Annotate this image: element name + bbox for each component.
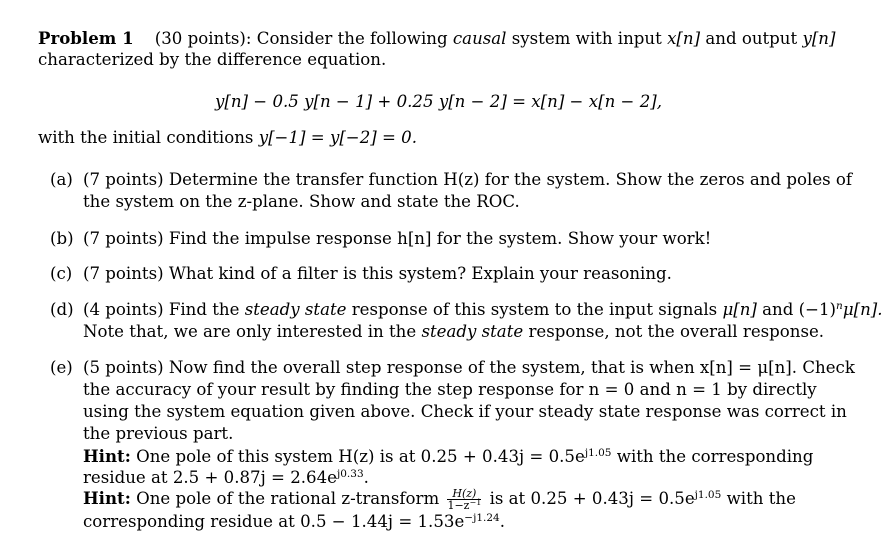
part-d-text-c: Note that, we are only interested in the [83,322,417,341]
part-b-label: (b) [50,229,74,248]
part-a-line-2: the system on the z-plane. Show and state the ROC. [83,192,520,211]
problem-points: (30 points): [154,29,252,48]
hint-1-label: Hint: [83,446,131,466]
hint-2-period: . [499,512,505,531]
part-d-text-a: (4 points) Find the [83,300,240,319]
part-d-text-b: response of this system to the input signals [351,300,718,319]
part-c-line-1: (7 points) What kind of a filter is this system? Explain your reasoning. [83,264,672,283]
hint-1-exponent: j1.05 [584,447,612,459]
part-e-line-4: the previous part. [83,424,234,443]
hint-2-residue-exponent: −j1.24 [464,512,500,524]
initial-equation: y[−1] = y[−2] = 0. [258,128,418,147]
part-d-text-d: response, not the overall response. [528,322,825,341]
hint-2-text-a: One pole of the rational z-transform [136,489,440,508]
intro-text-c: and output [705,29,798,48]
hint-1-residue: residue at 2.5 + 0.87j = 2.64e [83,468,337,487]
fraction-denominator [447,500,481,511]
problem-heading: Problem 1 [38,28,134,48]
intro-line-1 [38,28,836,48]
hint-2-label: Hint: [83,488,131,508]
causal-word: causal [452,29,507,48]
hint-1-text-b: with the corresponding [616,447,814,466]
fraction-denominator-base: 1−z [447,499,470,512]
fraction-denominator-exponent: −1 [469,498,482,507]
hint-2-text-b: is at 0.25 + 0.43j = 0.5e [489,489,695,508]
unit-step-signal: μ[n] [722,300,757,319]
alternating-base: (−1) [798,300,837,319]
part-e-line-2: the accuracy of your result by finding the step response for n = 0 and n = 1 by directly [83,380,817,399]
hint-1-residue-exponent: j0.33 [336,468,364,480]
hint-2-line-1 [83,488,796,511]
hint-1-text-a: One pole of this system H(z) is at 0.25 + 0.43j = 0.5e [136,447,585,466]
part-d-line-1 [83,300,883,319]
part-a-label: (a) [50,170,73,189]
intro-line-2: characterized by the difference equation. [38,50,387,69]
output-signal: y[n] [802,29,836,48]
difference-equation: y[n] − 0.5 y[n − 1] + 0.25 y[n − 2] = x[n] − x[n − 2], [215,92,663,111]
part-d-and: and [762,300,794,319]
intro-text-a: Consider the following [256,29,448,48]
hint-1-line-2 [83,468,369,487]
rational-fraction [447,488,481,511]
part-d-line-2 [83,322,824,341]
hint-1-line-1 [83,446,813,466]
hint-2-residue: corresponding residue at 0.5 − 1.44j = 1.53e [83,512,465,531]
steady-state-word-2: steady state [421,322,524,341]
input-signal: x[n] [667,29,701,48]
hint-1-period: . [363,468,369,487]
hint-2-text-c: with the [726,489,796,508]
part-b-line-1: (7 points) Find the impulse response h[n] for the system. Show your work! [83,229,712,248]
unit-step-signal-2: μ[n]. [842,300,883,319]
alternating-exponent: n [836,300,843,312]
part-e-line-3: using the system equation given above. Check if your steady state response was correct in [83,402,847,421]
part-a-line-1: (7 points) Determine the transfer function H(z) for the system. Show the zeros and poles of [83,170,853,189]
fraction-numerator: H(z) [447,488,481,500]
hint-2-line-2 [83,512,505,531]
part-d-label: (d) [50,300,74,319]
part-c-label: (c) [50,264,73,283]
part-e-line-1: (5 points) Now find the overall step response of the system, that is when x[n] = μ[n]. Check [83,358,855,377]
initial-text: with the initial conditions [38,128,254,147]
steady-state-word: steady state [244,300,347,319]
intro-text-b: system with input [511,29,662,48]
initial-conditions [38,128,417,147]
hint-2-exponent: j1.05 [694,489,722,501]
part-e-label: (e) [50,358,73,377]
